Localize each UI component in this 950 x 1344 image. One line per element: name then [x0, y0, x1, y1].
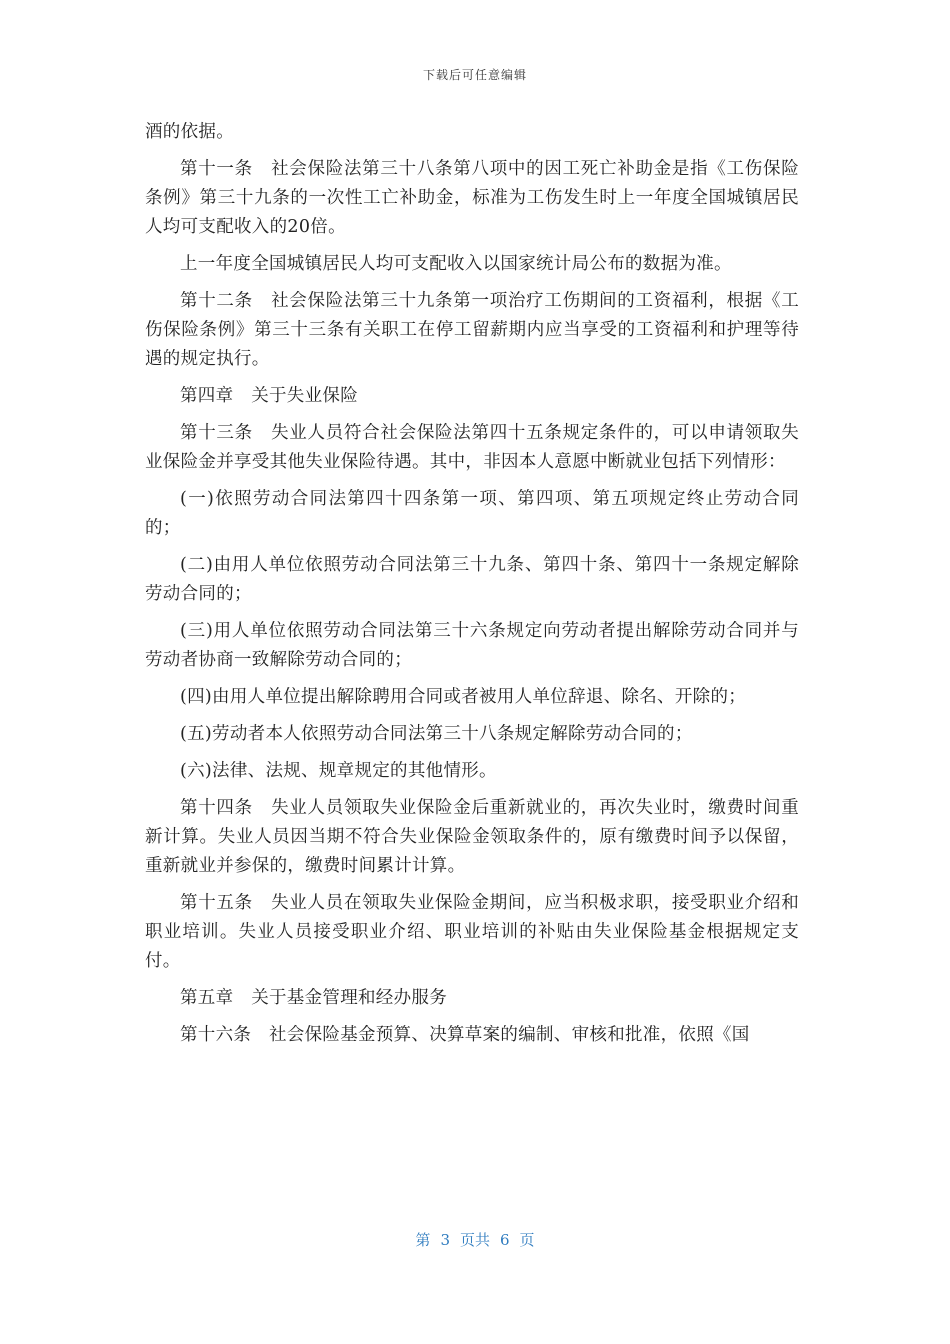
footer-suffix: 页 [519, 1231, 535, 1249]
paragraph: 第十三条 失业人员符合社会保险法第四十五条规定条件的，可以申请领取失业保险金并享受其他失业保险待遇。其中，非因本人意愿中断就业包括下列情形： [145, 423, 799, 472]
paragraph: 第十五条 失业人员在领取失业保险金期间，应当积极求职，接受职业介绍和职业培训。失业人员接受职业介绍、职业培训的补贴由失业保险基金根据规定支付。 [145, 893, 799, 971]
page-total: 6 [500, 1231, 510, 1249]
paragraph: 酒的依据。 [145, 122, 234, 142]
list-item: (五)劳动者本人依照劳动合同法第三十八条规定解除劳动合同的； [180, 724, 693, 744]
chapter-heading: 第四章 关于失业保险 [180, 386, 358, 406]
page-footer [0, 1229, 950, 1250]
footer-prefix: 第 [415, 1231, 431, 1249]
paragraph: 第十二条 社会保险法第三十九条第一项治疗工伤期间的工资福利，根据《工伤保险条例》第三十三条有关职工在停工留薪期内应当享受的工资福利和护理等待遇的规定执行。 [145, 291, 799, 369]
page-header: 下载后可任意编辑 [422, 68, 527, 82]
list-item: (三)用人单位依照劳动合同法第三十六条规定向劳动者提出解除劳动合同并与劳动者协商一致解除劳动合同的； [145, 621, 799, 670]
document-body [145, 118, 799, 1058]
footer-middle: 页共 [459, 1231, 490, 1249]
list-item: (六)法律、法规、规章规定的其他情形。 [180, 761, 497, 781]
paragraph: 第十六条 社会保险基金预算、决算草案的编制、审核和批准，依照《国 [180, 1025, 750, 1045]
paragraph: 第十一条 社会保险法第三十八条第八项中的因工死亡补助金是指《工伤保险条例》第三十九条的一次性工亡补助金，标准为工伤发生时上一年度全国城镇居民人均可支配收入的20倍。 [145, 159, 799, 237]
paragraph: 上一年度全国城镇居民人均可支配收入以国家统计局公布的数据为准。 [180, 254, 732, 274]
list-item: (一)依照劳动合同法第四十四条第一项、第四项、第五项规定终止劳动合同的； [145, 489, 799, 538]
paragraph: 第十四条 失业人员领取失业保险金后重新就业的，再次失业时，缴费时间重新计算。失业人员因当期不符合失业保险金领取条件的，原有缴费时间予以保留，重新就业并参保的，缴费时间累计计算。 [145, 798, 799, 876]
list-item: (二)由用人单位依照劳动合同法第三十九条、第四十条、第四十一条规定解除劳动合同的； [145, 555, 799, 604]
page-number: 3 [440, 1231, 450, 1249]
chapter-heading: 第五章 关于基金管理和经办服务 [180, 988, 447, 1008]
list-item: (四)由用人单位提出解除聘用合同或者被用人单位辞退、除名、开除的； [180, 687, 747, 707]
